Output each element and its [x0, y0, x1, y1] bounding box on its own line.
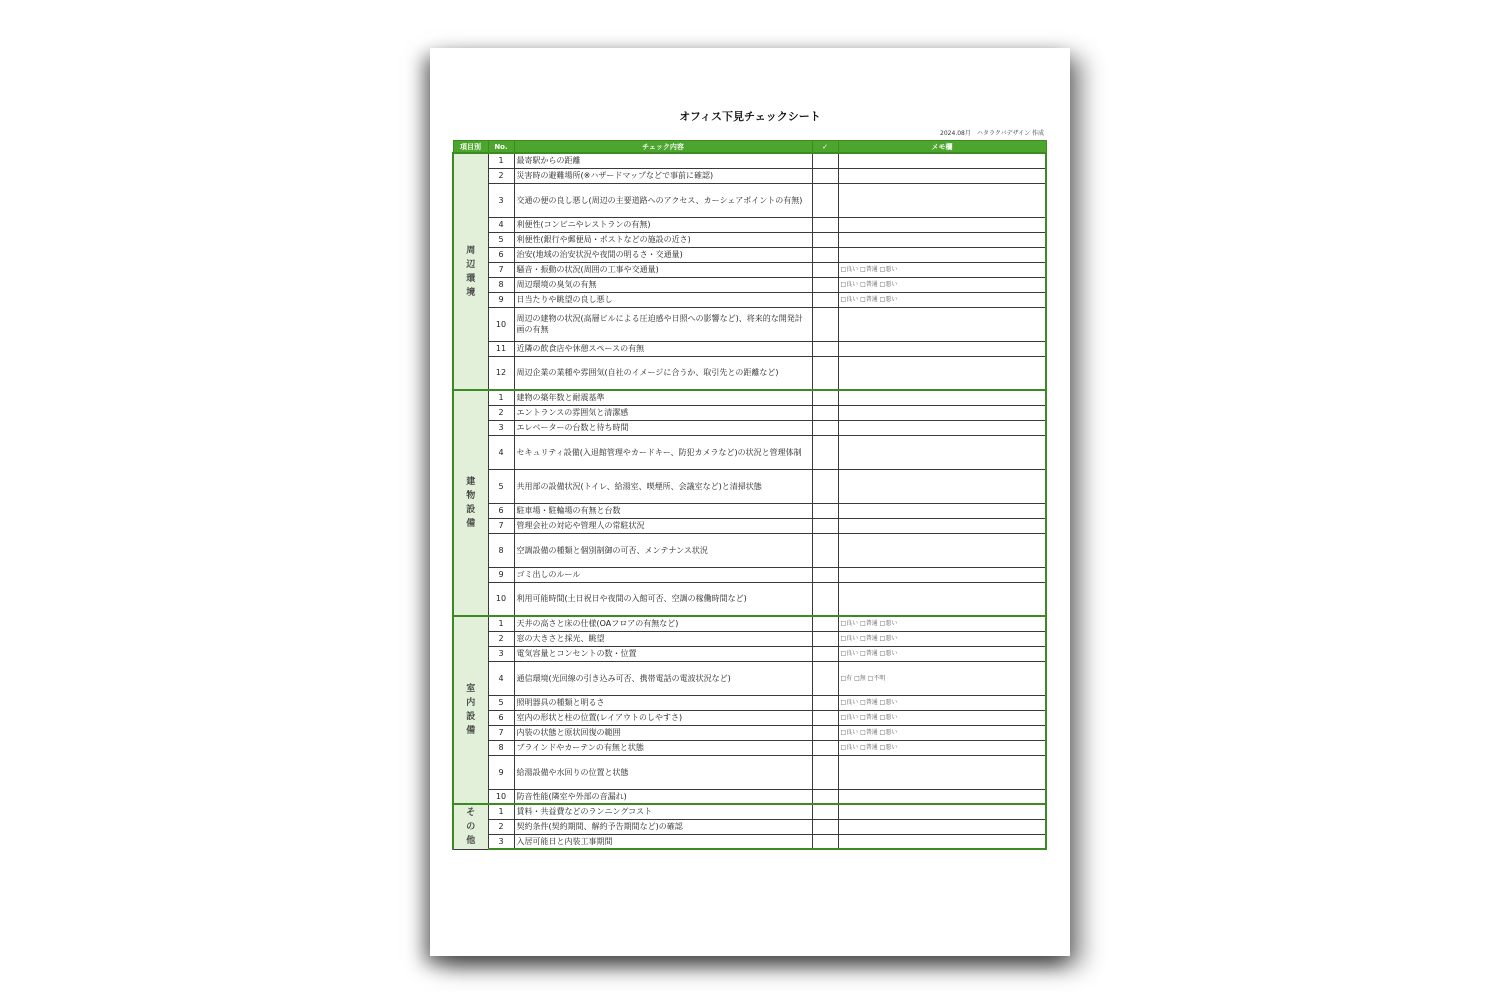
check-item-text: 災害時の避難場所(※ハザードマップなどで事前に確認)	[514, 168, 812, 183]
category-label: 室内設備	[466, 684, 476, 736]
check-box-cell[interactable]	[812, 232, 838, 247]
table-row	[453, 356, 1046, 390]
row-number: 9	[488, 567, 514, 582]
check-box-cell[interactable]	[812, 217, 838, 232]
memo-cell[interactable]: □良い □普通 □悪い	[838, 646, 1046, 661]
row-number: 1	[488, 390, 514, 405]
memo-cell[interactable]: □良い □普通 □悪い	[838, 262, 1046, 277]
check-item-text: 給湯設備や水回りの位置と状態	[514, 755, 812, 789]
category-cell	[453, 153, 488, 390]
check-item-text: 賃料・共益費などのランニングコスト	[514, 804, 812, 819]
row-number: 8	[488, 277, 514, 292]
author-date: 2024.08月 ハタラクバデザイン 作成	[940, 130, 1044, 137]
category-label: 周辺環境	[466, 245, 476, 298]
memo-cell[interactable]	[838, 356, 1046, 390]
memo-cell[interactable]	[838, 518, 1046, 533]
check-item-text: 天井の高さと床の仕様(OAフロアの有無など)	[514, 616, 812, 631]
table-row	[453, 582, 1046, 616]
check-box-cell[interactable]	[812, 582, 838, 616]
check-box-cell[interactable]	[812, 834, 838, 849]
memo-cell[interactable]	[838, 168, 1046, 183]
memo-cell[interactable]	[838, 834, 1046, 849]
row-number: 3	[488, 646, 514, 661]
memo-cell[interactable]	[838, 435, 1046, 469]
row-number: 6	[488, 247, 514, 262]
memo-cell[interactable]	[838, 420, 1046, 435]
check-box-cell[interactable]	[812, 262, 838, 277]
row-number: 4	[488, 435, 514, 469]
memo-cell[interactable]: □良い □普通 □悪い	[838, 616, 1046, 631]
table-row	[453, 710, 1046, 725]
check-item-text: 窓の大きさと採光、眺望	[514, 631, 812, 646]
check-item-text: 電気容量とコンセントの数・位置	[514, 646, 812, 661]
check-box-cell[interactable]	[812, 277, 838, 292]
check-item-text: 室内の形状と柱の位置(レイアウトのしやすさ)	[514, 710, 812, 725]
check-box-cell[interactable]	[812, 804, 838, 819]
page-title: オフィス下見チェックシート	[679, 110, 821, 123]
table-row	[453, 533, 1046, 567]
check-box-cell[interactable]	[812, 341, 838, 356]
row-number: 4	[488, 661, 514, 695]
row-number: 9	[488, 755, 514, 789]
row-number: 10	[488, 307, 514, 341]
row-number: 1	[488, 804, 514, 819]
table-row	[453, 232, 1046, 247]
check-item-text: 利便性(コンビニやレストランの有無)	[514, 217, 812, 232]
check-box-cell[interactable]	[812, 356, 838, 390]
check-item-text: 管理会社の対応や管理人の常駐状況	[514, 518, 812, 533]
check-item-text: ゴミ出しのルール	[514, 567, 812, 582]
check-item-text: 周辺企業の業種や雰囲気(自社のイメージに合うか、取引先との距離など)	[514, 356, 812, 390]
row-number: 5	[488, 695, 514, 710]
check-item-text: 共用部の設備状況(トイレ、給湯室、喫煙所、会議室など)と清掃状態	[514, 469, 812, 503]
check-item-text: セキュリティ設備(入退館管理やカードキー、防犯カメラなど)の状況と管理体制	[514, 435, 812, 469]
check-box-cell[interactable]	[812, 710, 838, 725]
check-box-cell[interactable]	[812, 646, 838, 661]
memo-cell[interactable]: □良い □普通 □悪い	[838, 277, 1046, 292]
check-item-text: 照明器具の種類と明るさ	[514, 695, 812, 710]
memo-cell[interactable]: □良い □普通 □悪い	[838, 725, 1046, 740]
row-number: 6	[488, 503, 514, 518]
table-row	[453, 819, 1046, 834]
check-item-text: 契約条件(契約期間、解約予告期間など)の確認	[514, 819, 812, 834]
check-box-cell[interactable]	[812, 725, 838, 740]
memo-cell[interactable]: □有 □無 □不明	[838, 661, 1046, 695]
check-box-cell[interactable]	[812, 469, 838, 503]
table-row	[453, 247, 1046, 262]
check-box-cell[interactable]	[812, 183, 838, 217]
memo-cell[interactable]	[838, 789, 1046, 804]
row-number: 1	[488, 153, 514, 168]
table-row	[453, 725, 1046, 740]
check-box-cell[interactable]	[812, 292, 838, 307]
row-number: 7	[488, 518, 514, 533]
row-number: 7	[488, 725, 514, 740]
row-number: 1	[488, 616, 514, 631]
table-row	[453, 755, 1046, 789]
memo-cell[interactable]: □良い □普通 □悪い	[838, 631, 1046, 646]
check-item-text: 建物の築年数と耐震基準	[514, 390, 812, 405]
check-box-cell[interactable]	[812, 819, 838, 834]
table-row	[453, 740, 1046, 755]
table-row	[453, 262, 1046, 277]
check-item-text: 交通の便の良し悪し(周辺の主要道路へのアクセス、カーシェアポイントの有無)	[514, 183, 812, 217]
memo-cell[interactable]	[838, 503, 1046, 518]
table-row	[453, 183, 1046, 217]
header-memo: メモ欄	[838, 141, 1046, 154]
check-box-cell[interactable]	[812, 616, 838, 631]
row-number: 6	[488, 710, 514, 725]
check-box-cell[interactable]	[812, 533, 838, 567]
table-row	[453, 567, 1046, 582]
check-item-text: 最寄駅からの距離	[514, 153, 812, 168]
row-number: 2	[488, 168, 514, 183]
table-header-row	[453, 141, 1046, 154]
table-row	[453, 405, 1046, 420]
check-item-text: 内装の状態と原状回復の範囲	[514, 725, 812, 740]
category-cell	[453, 390, 488, 616]
row-number: 2	[488, 405, 514, 420]
check-item-text: 日当たりや眺望の良し悪し	[514, 292, 812, 307]
table-row	[453, 341, 1046, 356]
row-number: 5	[488, 232, 514, 247]
header-no: No.	[488, 141, 514, 154]
table-row	[453, 834, 1046, 849]
row-number: 3	[488, 834, 514, 849]
memo-cell[interactable]: □良い □普通 □悪い	[838, 740, 1046, 755]
check-item-text: 入居可能日と内装工事期間	[514, 834, 812, 849]
table-row	[453, 695, 1046, 710]
memo-cell[interactable]	[838, 153, 1046, 168]
row-number: 11	[488, 341, 514, 356]
check-box-cell[interactable]	[812, 755, 838, 789]
check-box-cell[interactable]	[812, 567, 838, 582]
memo-cell[interactable]: □良い □普通 □悪い	[838, 710, 1046, 725]
check-box-cell[interactable]	[812, 695, 838, 710]
memo-cell[interactable]	[838, 567, 1046, 582]
check-box-cell[interactable]	[812, 307, 838, 341]
memo-cell[interactable]	[838, 341, 1046, 356]
check-item-text: 防音性能(隣室や外部の音漏れ)	[514, 789, 812, 804]
check-box-cell[interactable]	[812, 740, 838, 755]
check-box-cell[interactable]	[812, 390, 838, 405]
memo-cell[interactable]	[838, 804, 1046, 819]
row-number: 5	[488, 469, 514, 503]
memo-cell[interactable]	[838, 819, 1046, 834]
check-box-cell[interactable]	[812, 631, 838, 646]
table-row	[453, 616, 1046, 631]
table-row	[453, 217, 1046, 232]
memo-cell[interactable]	[838, 405, 1046, 420]
table-row	[453, 789, 1046, 804]
table-row	[453, 435, 1046, 469]
check-item-text: 通信環境(光回線の引き込み可否、携帯電話の電波状況など)	[514, 661, 812, 695]
memo-cell[interactable]	[838, 307, 1046, 341]
check-item-text: 近隣の飲食店や休憩スペースの有無	[514, 341, 812, 356]
row-number: 10	[488, 582, 514, 616]
row-number: 2	[488, 631, 514, 646]
row-number: 4	[488, 217, 514, 232]
check-box-cell[interactable]	[812, 518, 838, 533]
check-item-text: エレベーターの台数と待ち時間	[514, 420, 812, 435]
memo-cell[interactable]	[838, 247, 1046, 262]
memo-cell[interactable]	[838, 533, 1046, 567]
check-box-cell[interactable]	[812, 405, 838, 420]
row-number: 12	[488, 356, 514, 390]
header-check: ✓	[812, 141, 838, 154]
table-row	[453, 646, 1046, 661]
check-item-text: 駐車場・駐輪場の有無と台数	[514, 503, 812, 518]
row-number: 3	[488, 183, 514, 217]
document-sheet	[430, 48, 1070, 956]
row-number: 8	[488, 533, 514, 567]
table-row	[453, 631, 1046, 646]
category-label: 建物設備	[466, 477, 476, 529]
check-box-cell[interactable]	[812, 168, 838, 183]
memo-cell[interactable]	[838, 217, 1046, 232]
row-number: 3	[488, 420, 514, 435]
table-row	[453, 292, 1046, 307]
memo-cell[interactable]	[838, 390, 1046, 405]
check-item-text: ブラインドやカーテンの有無と状態	[514, 740, 812, 755]
check-box-cell[interactable]	[812, 420, 838, 435]
check-box-cell[interactable]	[812, 435, 838, 469]
row-number: 8	[488, 740, 514, 755]
check-item-text: 利用可能時間(土日祝日や夜間の入館可否、空調の稼働時間など)	[514, 582, 812, 616]
table-row	[453, 153, 1046, 168]
table-row	[453, 661, 1046, 695]
check-item-text: 空調設備の種類と個別制御の可否、メンテナンス状況	[514, 533, 812, 567]
row-number: 2	[488, 819, 514, 834]
check-box-cell[interactable]	[812, 247, 838, 262]
category-label: その他	[466, 807, 476, 846]
memo-cell[interactable]	[838, 183, 1046, 217]
table-row	[453, 503, 1046, 518]
memo-cell[interactable]	[838, 232, 1046, 247]
row-number: 10	[488, 789, 514, 804]
checklist-table	[452, 140, 1047, 850]
check-item-text: 周辺環境の臭気の有無	[514, 277, 812, 292]
check-box-cell[interactable]	[812, 503, 838, 518]
check-box-cell[interactable]	[812, 153, 838, 168]
table-row	[453, 420, 1046, 435]
check-item-text: エントランスの雰囲気と清潔感	[514, 405, 812, 420]
header-category: 項目別	[453, 141, 488, 154]
table-row	[453, 469, 1046, 503]
table-row	[453, 804, 1046, 819]
check-item-text: 周辺の建物の状況(高層ビルによる圧迫感や日照への影響など)、将来的な開発計画の有無	[514, 307, 812, 341]
check-box-cell[interactable]	[812, 789, 838, 804]
check-item-text: 利便性(銀行や郵便局・ポストなどの施設の近さ)	[514, 232, 812, 247]
memo-cell[interactable]	[838, 755, 1046, 789]
check-item-text: 騒音・振動の状況(周囲の工事や交通量)	[514, 262, 812, 277]
row-number: 7	[488, 262, 514, 277]
table-row	[453, 518, 1046, 533]
header-content: チェック内容	[514, 141, 812, 154]
row-number: 9	[488, 292, 514, 307]
table-row	[453, 168, 1046, 183]
check-box-cell[interactable]	[812, 661, 838, 695]
table-row	[453, 307, 1046, 341]
memo-cell[interactable]: □良い □普通 □悪い	[838, 695, 1046, 710]
table-row	[453, 390, 1046, 405]
category-cell	[453, 804, 488, 849]
table-row	[453, 277, 1046, 292]
category-cell	[453, 616, 488, 804]
memo-cell[interactable]	[838, 582, 1046, 616]
check-item-text: 治安(地域の治安状況や夜間の明るさ・交通量)	[514, 247, 812, 262]
memo-cell[interactable]: □良い □普通 □悪い	[838, 292, 1046, 307]
memo-cell[interactable]	[838, 469, 1046, 503]
checklist-body	[453, 153, 1046, 849]
